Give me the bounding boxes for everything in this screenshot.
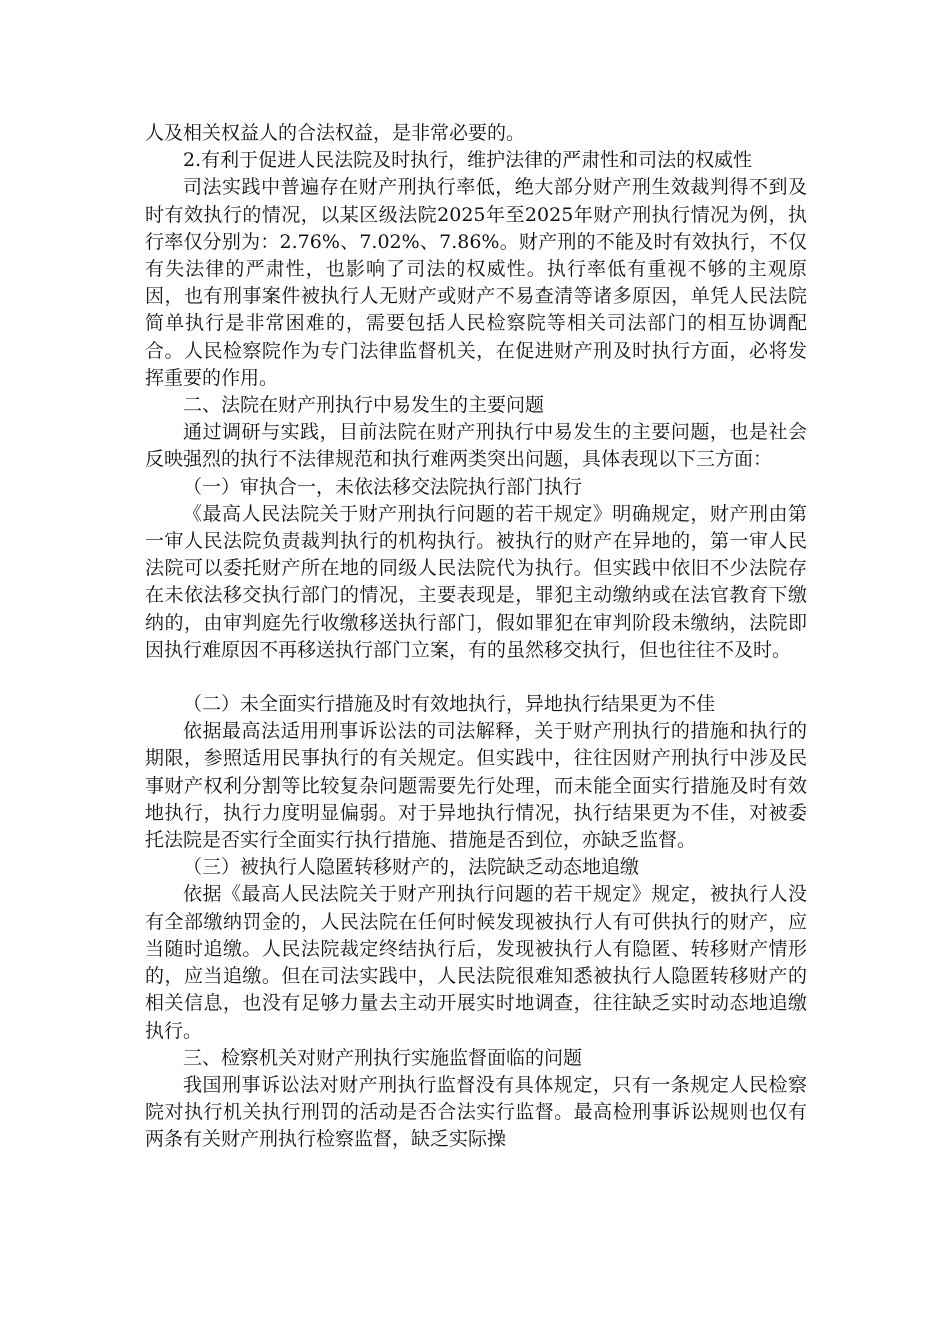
paragraph-problem-1: 《最高人民法院关于财产刑执行问题的若干规定》明确规定，财产刑由第一审人民法院负责裁判执行的机构执行。被执行的财产在异地的，第一审人民法院可以委托财产所在地的同级人民法院代为执行。但实践中依旧不少法院存在未依法移交执行部门的情况，主要表现是，罪犯主动缴纳或在法官教育下缴纳的，由审判庭先行收缴移送执行部门，假如罪犯在审判阶段未缴纳，法院即因执行难原因不再移送执行部门立案，有的虽然移交执行，但也往往不及时。 xyxy=(145,502,807,661)
subheading-2: 2.有利于促进人民法院及时执行，维护法律的严肃性和司法的权威性 xyxy=(183,149,753,172)
section-heading-2: 二、法院在财产刑执行中易发生的主要问题 xyxy=(183,394,545,417)
section-heading-3: 三、检察机关对财产刑执行实施监督面临的问题 xyxy=(183,1046,583,1069)
paragraph-intro-problems: 通过调研与实践，目前法院在财产刑执行中易发生的主要问题，也是社会反映强烈的执行不法律规范和执行难两类突出问题，具体表现以下三方面： xyxy=(145,421,807,471)
paragraph-supervision: 我国刑事诉讼法对财产刑执行监督没有具体规定，只有一条规定人民检察院对执行机关执行刑罚的活动是否合法实行监督。最高检刑事诉讼规则也仅有两条有关财产刑执行检察监督，缺乏实际操 xyxy=(145,1073,807,1151)
subheading-problem-2: （二）未全面实行措施及时有效地执行，异地执行结果更为不佳 xyxy=(183,693,716,716)
paragraph-continuation: 人及相关权益人的合法权益，是非常必要的。 xyxy=(145,122,526,144)
paragraph-problem-2: 依据最高法适用刑事诉讼法的司法解释，关于财产刑执行的措施和执行的期限，参照适用民事执行的有关规定。但实践中，往往因财产刑执行中涉及民事财产权利分割等比较复杂问题需要先行处理，而未能全面实行措施及时有效地执行，执行力度明显偏弱。对于异地执行情况，执行结果更为不佳，对被委托法院是否实行全面实行执行措施、措施是否到位，亦缺乏监督。 xyxy=(145,720,807,852)
subheading-problem-3: （三）被执行人隐匿转移财产的，法院缺乏动态地追缴 xyxy=(183,856,640,879)
paragraph-problem-3: 依据《最高人民法院关于财产刑执行问题的若干规定》规定，被执行人没有全部缴纳罚金的，人民法院在任何时候发现被执行人有可供执行的财产，应当随时追缴。人民法院裁定终结执行后，发现被执行人有隐匿、转移财产情形的，应当追缴。但在司法实践中，人民法院很难知悉被执行人隐匿转移财产的相关信息，也没有足够力量去主动开展实时地调查，往往缺乏实时动态地追缴执行。 xyxy=(145,883,807,1042)
subheading-problem-1: （一）审执合一，未依法移交法院执行部门执行 xyxy=(183,475,583,498)
document-page xyxy=(145,120,807,1154)
paragraph-execution-rate: 司法实践中普遍存在财产刑执行率低，绝大部分财产刑生效裁判得不到及时有效执行的情况，以某区级法院2025年至2025年财产刑执行情况为例，执行率仅分别为：2.76%、7.02%、7.86%。财产刑的不能及时有效执行，不仅有失法律的严肃性，也影响了司法的权威性。执行率低有重视不够的主观原因，也有刑事案件被执行人无财产或财产不易查清等诸多原因，单凭人民法院简单执行是非常困难的，需要包括人民检察院等相关司法部门的相互协调配合。人民检察院作为专门法律监督机关，在促进财产刑及时执行方面，必将发挥重要的作用。 xyxy=(145,176,807,389)
